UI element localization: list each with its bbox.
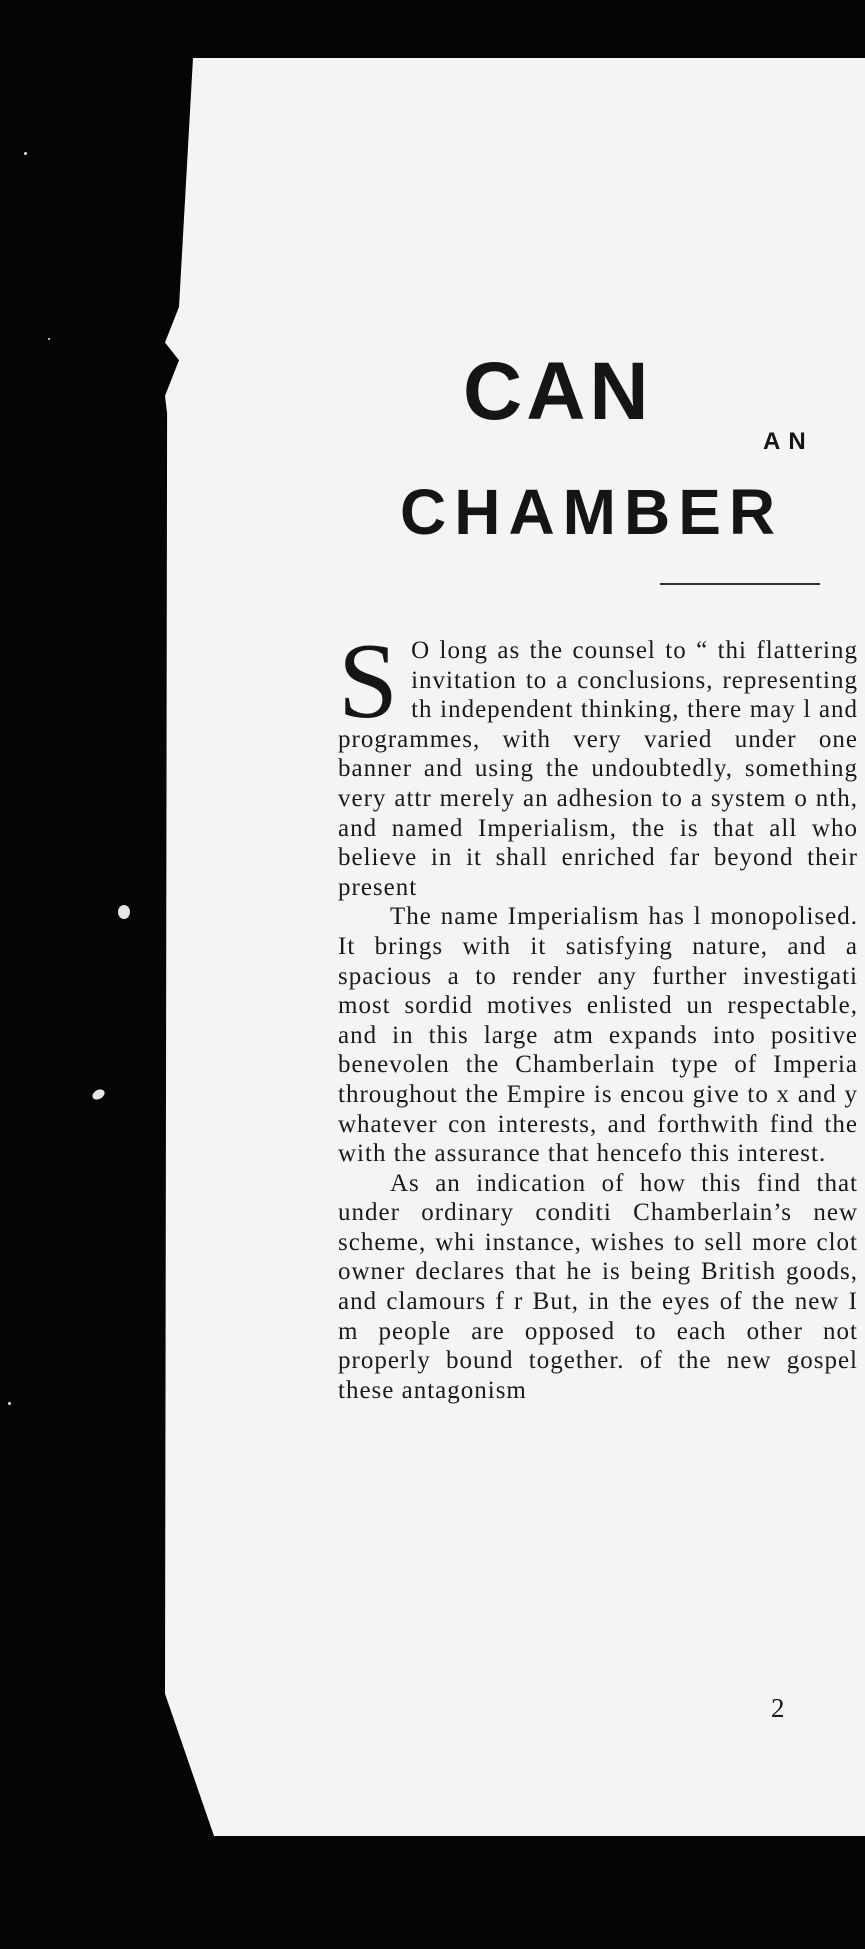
paragraph-2: The name Imperialism has l monopolised. It brings with it satisfying nature, and a spacious a to render any further investigati most sordid motives enlisted un respectable, and in this large atm expands into positive benevolen the Chamberlain type of Imperia throughout the Empire is encou give to x and y whatever con interests, and forthwith find the with the assurance that hencefo this interest.: [338, 903, 858, 1168]
paragraph-1: O long as the counsel to “ thi flattering invitation to a conclusions, representing th independent thinking, there may l and programmes, with very varied under one banner and using the undoubtedly, something very attr merely an adhesion to a system o nth, and named Imperialism, the is that all who believe in it shall enriched far beyond their present: [338, 637, 858, 901]
film-speck: [8, 1402, 11, 1405]
title-divider: [660, 583, 820, 585]
film-speck: [91, 1087, 107, 1101]
drop-cap: S: [338, 622, 400, 741]
film-speck: [24, 152, 27, 155]
film-speck: [48, 338, 50, 340]
film-speck: [118, 905, 130, 919]
page-subtitle: CHAMBER: [400, 476, 784, 548]
title-conjunction: AN: [763, 428, 814, 455]
page-title: CAN: [463, 346, 653, 437]
paragraph-3: As an indication of how this find that under ordinary conditi Chamberlain’s new scheme, whi instance, wishes to sell more clot owner declares that he is being British goods, and clamours f r But, in the eyes of the new I m people are opposed to each other not properly bound together. of the new gospel these antagonism: [338, 1169, 858, 1404]
page-number: 2: [771, 1693, 785, 1723]
article-body: [338, 622, 858, 1405]
